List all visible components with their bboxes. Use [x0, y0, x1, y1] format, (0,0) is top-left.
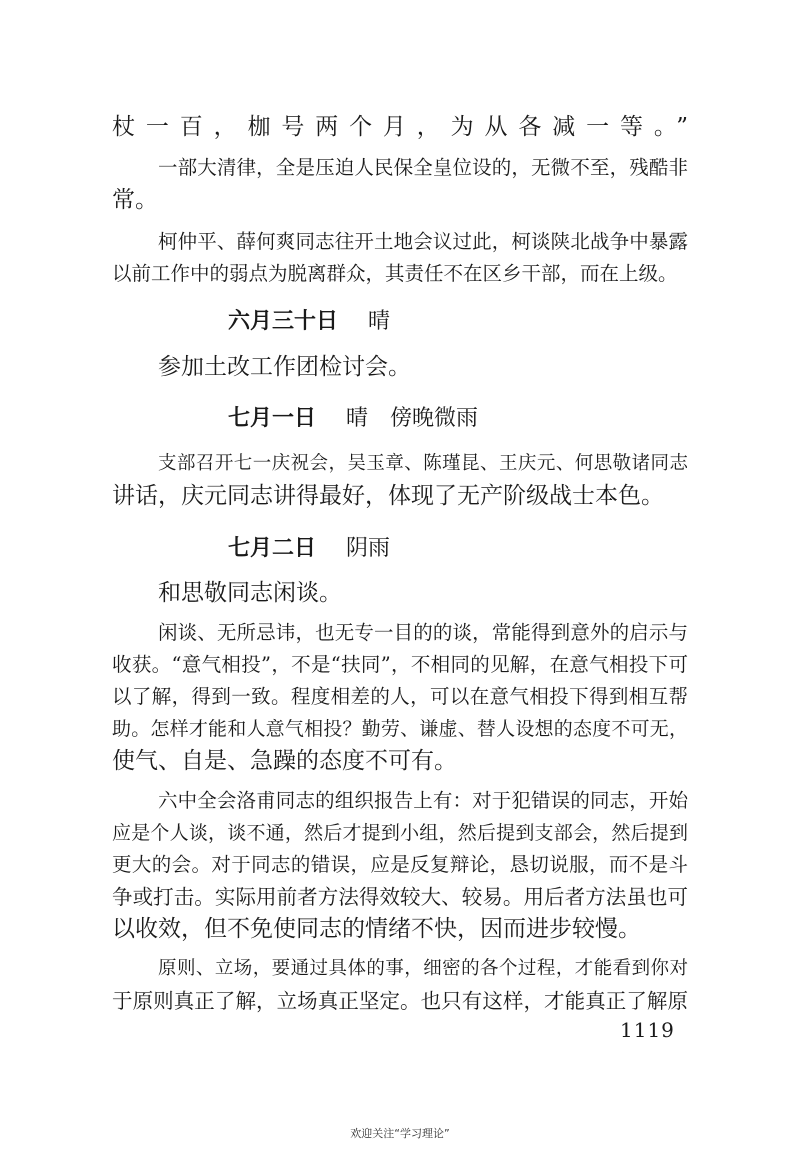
text-line: 以收效，但不免使同志的情绪不快，因而进步较慢。	[112, 916, 641, 942]
text-line: 一部大清律，全是压迫人民保全皇位设的，无微不至，残酷非	[158, 156, 688, 179]
text-line: 于原则真正了解，立场真正坚定。也只有这样，才能真正了解原	[112, 989, 688, 1013]
weather-text: 晴	[368, 309, 391, 334]
text-line: 以前工作中的弱点为脱离群众，其责任不在区乡干部，而在上级。	[112, 262, 678, 285]
weather-text: 晴 傍晚微雨	[346, 406, 479, 431]
text-line: 常。	[112, 187, 158, 213]
text-line: 更大的会。对于同志的错误，应是反复辩论，恳切说服，而不是斗	[112, 853, 688, 876]
page-number: 1119	[620, 1018, 675, 1042]
footer-note: 欢迎关注“学习理论”	[350, 1127, 450, 1140]
text-line: 支部召开七一庆祝会，吴玉章、陈瑾昆、王庆元、何思敬诸同志	[158, 453, 688, 474]
text-line: 助。怎样才能和人意气相投？勤劳、谦虚、替人设想的态度不可无，	[112, 718, 688, 740]
text-line: 以了解，得到一致。程度相差的人，可以在意气相投下得到相互帮	[112, 685, 688, 708]
diary-date-heading	[228, 306, 390, 337]
text-line: 使气、自是、急躁的态度不可有。	[112, 748, 457, 774]
date-text: 七月一日	[228, 405, 317, 431]
text-line: 应是个人谈，谈不通，然后才提到小组，然后提到支部会，然后提到	[112, 822, 688, 844]
text-line: 杖一百，枷号两个月，为从各减一等。”	[112, 114, 688, 140]
text-line: 讲话，庆元同志讲得最好，体现了无产阶级战士本色。	[112, 483, 664, 509]
text-line: 和思敬同志闲谈。	[158, 580, 342, 606]
text-line: 六中全会洛甫同志的组织报告上有：对于犯错误的同志，开始	[158, 789, 688, 812]
date-text: 七月二日	[228, 535, 317, 561]
text-line: 争或打击。实际用前者方法得效较大、较易。用后者方法虽也可	[112, 885, 688, 909]
weather-text: 阴雨	[346, 536, 391, 561]
text-line: 参加土改工作团检讨会。	[158, 354, 411, 380]
text-line: 闲谈、无所忌讳，也无专一目的的谈，常能得到意外的启示与	[158, 621, 688, 644]
diary-date-heading	[228, 403, 478, 434]
text-line: 收获。“意气相投”，不是“扶同”，不相同的见解，在意气相投下可	[112, 653, 688, 676]
diary-date-heading	[228, 533, 390, 564]
text-line: 原则、立场，要通过具体的事，细密的各个过程，才能看到你对	[158, 958, 688, 979]
date-text: 六月三十日	[228, 308, 339, 334]
text-line: 柯仲平、薛何爽同志往开土地会议过此，柯谈陕北战争中暴露	[158, 230, 688, 253]
